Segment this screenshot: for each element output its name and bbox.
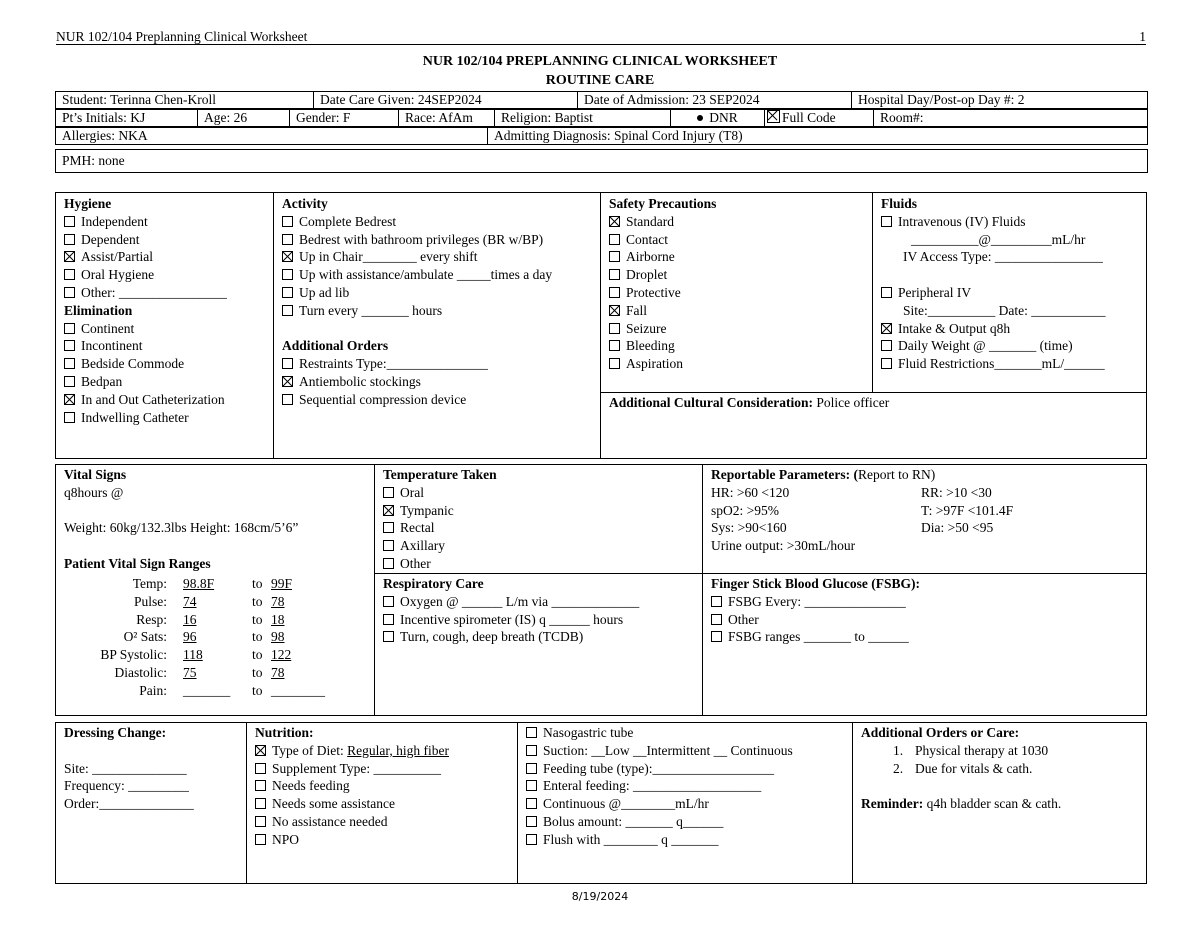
checked-box-icon xyxy=(383,505,394,516)
cultural-value: Police officer xyxy=(813,395,890,410)
hygiene-option[interactable] xyxy=(64,213,227,231)
date-admission-field: Date of Admission: 23 SEP2024 xyxy=(578,92,852,109)
cultural-label: Additional Cultural Consideration: xyxy=(609,395,814,410)
vital-label: BP Systolic: xyxy=(100,647,167,663)
checkbox-icon xyxy=(282,216,293,227)
vital-range-row xyxy=(59,664,359,682)
checked-box-icon xyxy=(255,745,266,756)
nutrition-option[interactable] xyxy=(255,813,449,831)
vital-low: _______ xyxy=(183,682,231,698)
vital-label: Pain: xyxy=(139,682,167,698)
checkbox-icon xyxy=(609,251,620,262)
full-code-option[interactable]: Full Code xyxy=(765,110,874,127)
nutrition-heading: Nutrition: xyxy=(255,725,314,740)
respiratory-option[interactable] xyxy=(383,628,639,646)
reminder-value: q4h bladder scan & cath. xyxy=(923,796,1062,812)
vital-high: 99F xyxy=(271,576,293,591)
race-field: Race: AfAm xyxy=(399,110,495,127)
footer-date: 8/19/2024 xyxy=(571,890,629,903)
vital-to: to xyxy=(252,576,263,591)
vital-high: 122 xyxy=(271,647,292,663)
checked-box-icon xyxy=(282,376,293,387)
checkbox-icon xyxy=(383,631,394,642)
additional-order-label: Sequential compression device xyxy=(299,391,467,407)
respiratory-option[interactable] xyxy=(383,593,639,611)
pmh-field: PMH: none xyxy=(56,150,1148,173)
checkbox-icon xyxy=(383,487,394,498)
safety-section xyxy=(601,192,724,376)
checkbox-icon xyxy=(881,358,892,369)
activity-option[interactable] xyxy=(282,266,552,284)
checkbox-icon xyxy=(64,287,75,298)
vital-high: 98 xyxy=(271,629,285,645)
additional-order-label: Restraints Type:_______________ xyxy=(299,356,488,372)
vital-signs-heading: Vital Signs xyxy=(64,467,127,482)
activity-label: Complete Bedrest xyxy=(299,213,397,229)
elimination-label: Incontinent xyxy=(81,338,143,354)
vital-to: to xyxy=(252,593,263,609)
elimination-option[interactable] xyxy=(64,391,227,409)
reportable-parameters: Reportable Parameters: (Report to RN) HR: >60 <120 RR: >10 <30 spO2: >95% T: >97F <101.4F Sys: >90<160 Dia: >50 <95 Urine output: >30mL/hour xyxy=(703,463,1143,558)
iv-rate-line: __________@_________mL/hr xyxy=(911,231,1086,247)
fsbg-option[interactable] xyxy=(711,593,920,611)
additional-order-option[interactable] xyxy=(282,355,552,373)
temperature-label: Oral xyxy=(400,484,424,500)
elimination-label: Continent xyxy=(81,320,135,336)
hygiene-section xyxy=(56,192,235,429)
hygiene-label: Oral Hygiene xyxy=(81,267,155,283)
safety-option[interactable] xyxy=(609,266,716,284)
care-item-number: 1. xyxy=(893,742,904,758)
cultural-consideration xyxy=(601,391,897,415)
nutrition-option[interactable] xyxy=(255,760,449,778)
worksheet-subtitle: ROUTINE CARE xyxy=(545,73,655,88)
hygiene-label: Independent xyxy=(81,213,148,229)
checkbox-icon xyxy=(64,269,75,280)
checkbox-icon xyxy=(64,216,75,227)
checkbox-icon xyxy=(526,745,537,756)
activity-option[interactable] xyxy=(282,248,552,266)
respiratory-label: Turn, cough, deep breath (TCDB) xyxy=(400,629,584,645)
care-item: 2. Due for vitals & cath. xyxy=(893,760,1033,776)
fsbg-section xyxy=(703,572,928,649)
tube-option[interactable] xyxy=(526,724,793,742)
checkbox-icon xyxy=(255,798,266,809)
tube-option[interactable] xyxy=(526,760,793,778)
respiratory-label: Incentive spirometer (IS) q ______ hours xyxy=(400,611,624,627)
additional-order-option[interactable] xyxy=(282,391,552,409)
vital-range-row xyxy=(59,575,359,593)
patient-info-row-2 xyxy=(55,109,1148,127)
page-header xyxy=(56,30,1146,45)
checkbox-icon xyxy=(383,540,394,551)
respiratory-section xyxy=(375,572,647,649)
elimination-option[interactable] xyxy=(64,337,227,355)
safety-label: Droplet xyxy=(626,267,668,283)
reportable-heading: Reportable Parameters: ( xyxy=(711,467,858,482)
safety-option[interactable] xyxy=(609,248,716,266)
tubes-section xyxy=(518,721,801,852)
checkbox-icon xyxy=(881,216,892,227)
activity-label: Up ad lib xyxy=(299,284,350,300)
tube-option[interactable] xyxy=(526,795,793,813)
checked-box-icon xyxy=(767,110,780,123)
fluid-restrictions-option[interactable]: Fluid Restrictions_______mL/______ xyxy=(881,355,1106,373)
activity-heading: Activity xyxy=(282,196,328,211)
temperature-label: Axillary xyxy=(400,538,445,554)
initials-field: Pt’s Initials: KJ xyxy=(56,110,198,127)
elimination-label: Indwelling Catheter xyxy=(81,409,189,425)
tube-label: Bolus amount: _______ q______ xyxy=(543,813,724,829)
vital-label: Resp: xyxy=(136,611,167,627)
nutrition-label: No assistance needed xyxy=(272,813,388,829)
safety-label: Standard xyxy=(626,213,674,229)
vital-to: to xyxy=(252,647,263,663)
checkbox-icon xyxy=(282,269,293,280)
tube-option[interactable] xyxy=(526,742,793,760)
fsbg-label: FSBG Every: _______________ xyxy=(728,593,906,609)
dressing-order: Order:______________ xyxy=(64,796,194,812)
additional-care-section xyxy=(853,721,1069,816)
fluids-heading: Fluids xyxy=(881,196,918,211)
hygiene-heading: Hygiene xyxy=(64,196,112,211)
worksheet-title: NUR 102/104 PREPLANNING CLINICAL WORKSHEET xyxy=(422,54,778,69)
checkbox-icon xyxy=(64,340,75,351)
fsbg-option[interactable] xyxy=(711,628,920,646)
header-title: NUR 102/104 Preplanning Clinical Worksheet xyxy=(56,29,308,44)
nutrition-option[interactable] xyxy=(255,795,449,813)
safety-option[interactable] xyxy=(609,213,716,231)
safety-option[interactable] xyxy=(609,355,716,373)
checkbox-icon xyxy=(282,234,293,245)
vital-low: 96 xyxy=(183,629,197,645)
vital-range-row xyxy=(59,628,359,646)
checkbox-icon xyxy=(383,614,394,625)
checkbox-icon xyxy=(526,727,537,738)
checkbox-icon xyxy=(609,323,620,334)
temperature-option[interactable] xyxy=(383,519,497,537)
elimination-option[interactable] xyxy=(64,373,227,391)
checked-box-icon xyxy=(609,305,620,316)
tube-option[interactable] xyxy=(526,831,793,849)
patient-info-row-3 xyxy=(55,127,1148,145)
activity-section xyxy=(274,192,560,412)
safety-label: Airborne xyxy=(626,249,675,265)
tube-label: Flush with ________ q _______ xyxy=(543,831,719,847)
nutrition-label: NPO xyxy=(272,831,300,847)
checkbox-icon xyxy=(282,394,293,405)
nutrition-label: Needs some assistance xyxy=(272,796,395,812)
intake-output-option[interactable]: Intake & Output q8h xyxy=(881,320,1106,338)
elimination-option[interactable] xyxy=(64,409,227,427)
safety-label: Protective xyxy=(626,284,681,300)
additional-order-option[interactable] xyxy=(282,373,552,391)
safety-label: Aspiration xyxy=(626,356,683,372)
student-field: Student: Terinna Chen-Kroll xyxy=(56,92,314,109)
hygiene-label: Assist/Partial xyxy=(81,249,154,265)
dnr-option[interactable]: DNR xyxy=(671,110,765,127)
vital-to: to xyxy=(252,629,263,645)
checked-box-icon xyxy=(282,251,293,262)
checkbox-icon xyxy=(881,287,892,298)
care-item-number: 2. xyxy=(893,760,904,776)
fsbg-label: FSBG ranges _______ to ______ xyxy=(728,629,909,645)
temperature-option[interactable] xyxy=(383,484,497,502)
urine-parameter: Urine output: >30mL/hour xyxy=(711,538,856,554)
checkbox-icon xyxy=(64,358,75,369)
temp-parameter: T: >97F <101.4F xyxy=(921,502,1014,518)
checkbox-icon xyxy=(383,596,394,607)
iv-access-type: IV Access Type: ________________ xyxy=(903,249,1103,265)
religion-field: Religion: Baptist xyxy=(495,110,671,127)
checkbox-icon xyxy=(255,780,266,791)
checkbox-icon xyxy=(255,763,266,774)
page-number: 1 xyxy=(1139,29,1146,44)
vital-high: 18 xyxy=(271,611,285,627)
temperature-section xyxy=(375,463,505,576)
peripheral-iv-option[interactable]: Peripheral IV xyxy=(881,284,1106,302)
dia-parameter: Dia: >50 <95 xyxy=(921,520,994,536)
checkbox-icon xyxy=(64,234,75,245)
allergies-field: Allergies: NKA xyxy=(56,128,488,145)
safety-option[interactable] xyxy=(609,231,716,249)
hygiene-option[interactable] xyxy=(64,266,227,284)
safety-label: Bleeding xyxy=(626,338,675,354)
activity-label: Turn every _______ hours xyxy=(299,302,443,318)
hygiene-option[interactable] xyxy=(64,231,227,249)
bullet-icon xyxy=(697,115,703,121)
safety-label: Fall xyxy=(626,302,648,318)
temperature-option[interactable] xyxy=(383,555,497,573)
hygiene-option[interactable] xyxy=(64,248,227,266)
gender-field: Gender: F xyxy=(290,110,399,127)
admitting-diagnosis-field: Admitting Diagnosis: Spinal Cord Injury (T8) xyxy=(488,128,1148,145)
vital-label: Pulse: xyxy=(133,593,167,609)
temperature-option[interactable] xyxy=(383,537,497,555)
activity-option[interactable] xyxy=(282,213,552,231)
checked-box-icon xyxy=(64,394,75,405)
tube-label: Continuous @________mL/hr xyxy=(543,796,709,812)
checked-box-icon xyxy=(64,251,75,262)
fsbg-heading: Finger Stick Blood Glucose (FSBG): xyxy=(711,576,921,591)
checkbox-icon xyxy=(526,834,537,845)
checkbox-icon xyxy=(255,816,266,827)
dressing-frequency: Frequency: _________ xyxy=(64,778,189,794)
checked-box-icon xyxy=(881,323,892,334)
additional-orders-heading: Additional Orders xyxy=(282,338,389,354)
checked-box-icon xyxy=(609,216,620,227)
safety-heading: Safety Precautions xyxy=(609,196,717,211)
age-field: Age: 26 xyxy=(198,110,290,127)
patient-info-row-4 xyxy=(55,149,1148,173)
weight-height: Weight: 60kg/132.3lbs Height: 168cm/5’6” xyxy=(64,520,299,536)
activity-label: Bedrest with bathroom privileges (BR w/BP) xyxy=(299,231,544,247)
dressing-heading: Dressing Change: xyxy=(64,725,167,740)
patient-info-row-1 xyxy=(55,91,1148,109)
checkbox-icon xyxy=(526,798,537,809)
checkbox-icon xyxy=(881,340,892,351)
temperature-label: Other xyxy=(400,555,431,571)
safety-label: Seizure xyxy=(626,320,667,336)
hygiene-option[interactable] xyxy=(64,284,227,302)
safety-option[interactable] xyxy=(609,284,716,302)
vital-ranges-heading: Patient Vital Sign Ranges xyxy=(64,555,211,571)
safety-label: Contact xyxy=(626,231,668,247)
room-field: Room#: xyxy=(874,110,1148,127)
elimination-option[interactable] xyxy=(64,320,227,338)
vital-low: 118 xyxy=(183,647,203,663)
hospital-day-field: Hospital Day/Post-op Day #: 2 xyxy=(852,92,1148,109)
temperature-option[interactable] xyxy=(383,502,497,520)
vitals-frequency: q8hours @ xyxy=(64,484,124,500)
temperature-heading: Temperature Taken xyxy=(383,467,497,482)
checkbox-icon xyxy=(282,358,293,369)
additional-order-label: Antiembolic stockings xyxy=(299,373,421,389)
checkbox-icon xyxy=(609,234,620,245)
vital-low: 98.8F xyxy=(183,576,215,591)
vital-signs-section xyxy=(56,463,306,576)
vital-to: to xyxy=(252,665,263,680)
vital-to: to xyxy=(252,682,263,698)
temperature-label: Tympanic xyxy=(400,502,454,518)
checkbox-icon xyxy=(64,376,75,387)
vital-range-row xyxy=(59,682,359,700)
temperature-label: Rectal xyxy=(400,520,435,536)
checkbox-icon xyxy=(609,358,620,369)
elimination-heading: Elimination xyxy=(64,302,133,318)
nutrition-option[interactable] xyxy=(255,777,449,795)
checkbox-icon xyxy=(383,558,394,569)
checkbox-icon xyxy=(609,287,620,298)
checkbox-icon xyxy=(526,763,537,774)
vital-low: 74 xyxy=(183,593,197,609)
vital-range-row xyxy=(59,593,359,611)
vital-label: Diastolic: xyxy=(114,665,167,680)
date-care-field: Date Care Given: 24SEP2024 xyxy=(314,92,578,109)
elimination-label: Bedside Commode xyxy=(81,356,185,372)
care-item: 1. Physical therapy at 1030 xyxy=(893,742,1049,758)
tube-label: Feeding tube (type):__________________ xyxy=(543,760,774,776)
spo2-parameter: spO2: >95% xyxy=(711,502,779,518)
iv-fluids-option[interactable]: Intravenous (IV) Fluids xyxy=(881,213,1106,231)
dressing-site: Site: ______________ xyxy=(64,760,187,776)
daily-weight-option[interactable]: Daily Weight @ _______ (time) xyxy=(881,337,1106,355)
nutrition-label: Supplement Type: __________ xyxy=(272,760,442,776)
hr-parameter: HR: >60 <120 xyxy=(711,484,790,500)
checkbox-icon xyxy=(526,780,537,791)
checkbox-icon xyxy=(609,269,620,280)
checkbox-icon xyxy=(711,614,722,625)
dressing-section xyxy=(56,721,202,816)
rr-parameter: RR: >10 <30 xyxy=(921,484,992,500)
tube-option[interactable] xyxy=(526,777,793,795)
activity-option[interactable] xyxy=(282,231,552,249)
elimination-label: Bedpan xyxy=(81,373,123,389)
tube-label: Suction: __Low __Intermittent __ Continuous xyxy=(543,742,793,758)
activity-option[interactable] xyxy=(282,302,552,320)
nutrition-label: Needs feeding xyxy=(272,778,350,794)
respiratory-label: Oxygen @ ______ L/m via _____________ xyxy=(400,593,640,609)
vital-high: 78 xyxy=(271,665,285,680)
activity-label: Up in Chair________ every shift xyxy=(299,249,478,265)
checkbox-icon xyxy=(64,323,75,334)
vital-label: Temp: xyxy=(132,576,167,591)
vital-low: 16 xyxy=(183,611,197,627)
checkbox-icon xyxy=(282,305,293,316)
vital-range-row xyxy=(59,646,359,664)
diet-type-option[interactable]: Type of Diet: Regular, high fiber xyxy=(255,742,449,760)
vital-low: 75 xyxy=(183,665,197,680)
checkbox-icon xyxy=(255,834,266,845)
vital-high: 78 xyxy=(271,593,285,609)
activity-option[interactable] xyxy=(282,284,552,302)
checkbox-icon xyxy=(282,287,293,298)
additional-care-heading: Additional Orders or Care: xyxy=(861,725,1020,740)
diet-value: Regular, high fiber xyxy=(347,742,449,758)
fsbg-option[interactable] xyxy=(711,611,920,629)
checkbox-icon xyxy=(526,816,537,827)
iv-site-date: Site:__________ Date: ___________ xyxy=(903,302,1106,318)
elimination-label: In and Out Catheterization xyxy=(81,391,225,407)
checkbox-icon xyxy=(609,340,620,351)
respiratory-heading: Respiratory Care xyxy=(383,576,484,591)
fsbg-label: Other xyxy=(728,611,759,627)
tube-label: Nasogastric tube xyxy=(543,725,634,740)
safety-option[interactable] xyxy=(609,302,716,320)
elimination-option[interactable] xyxy=(64,355,227,373)
nutrition-section xyxy=(247,721,457,852)
vital-range-row xyxy=(59,611,359,629)
hygiene-label: Dependent xyxy=(81,231,140,247)
fluids-section xyxy=(873,192,1114,376)
tube-label: Enteral feeding: ___________________ xyxy=(543,778,762,794)
safety-option[interactable] xyxy=(609,337,716,355)
hygiene-label: Other: ________________ xyxy=(81,284,227,300)
vital-label: O² Sats: xyxy=(123,629,167,645)
checkbox-icon xyxy=(64,412,75,423)
checkbox-icon xyxy=(383,522,394,533)
vital-to: to xyxy=(252,611,263,627)
tube-option[interactable] xyxy=(526,813,793,831)
checkbox-icon xyxy=(711,631,722,642)
vital-ranges-table xyxy=(59,575,369,705)
checkbox-icon xyxy=(711,596,722,607)
safety-option[interactable] xyxy=(609,320,716,338)
reminder-label: Reminder: xyxy=(861,796,924,812)
respiratory-option[interactable] xyxy=(383,611,639,629)
vital-high: ________ xyxy=(271,682,325,698)
nutrition-option[interactable] xyxy=(255,831,449,849)
sys-parameter: Sys: >90<160 xyxy=(711,520,787,536)
activity-label: Up with assistance/ambulate _____times a day xyxy=(299,267,553,283)
